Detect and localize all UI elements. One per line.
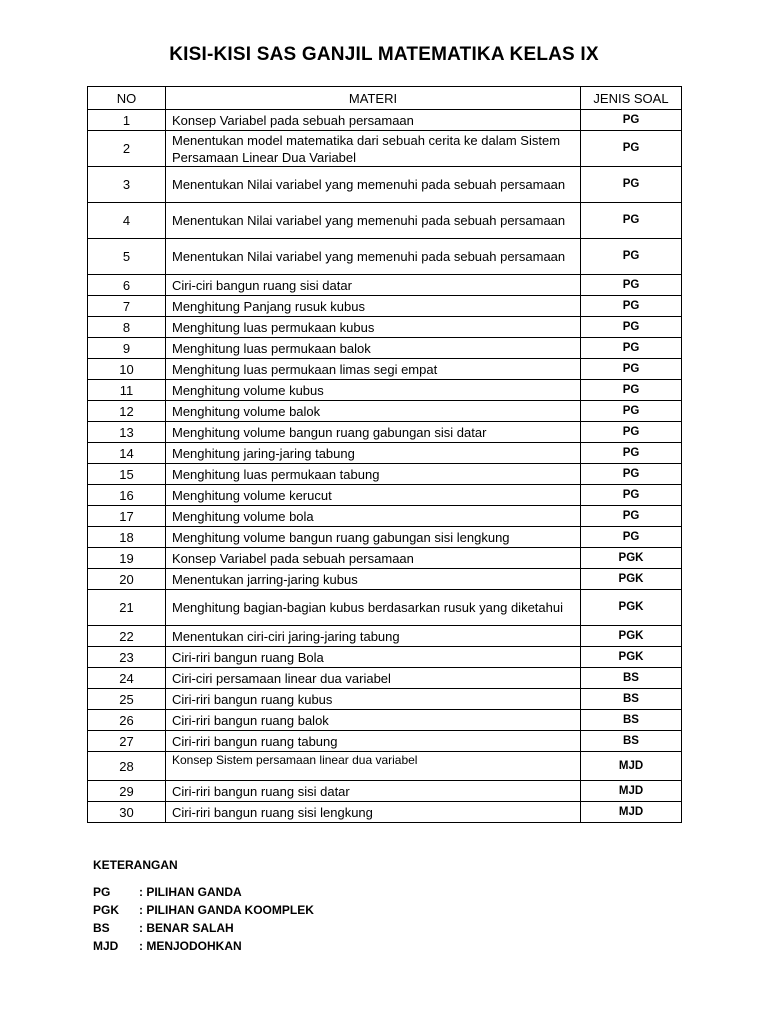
row-materi: Menentukan jarring-jaring kubus xyxy=(166,569,581,590)
row-jenis-soal: BS xyxy=(581,689,682,710)
row-jenis-soal: PG xyxy=(581,203,682,239)
table-row xyxy=(88,296,682,317)
row-jenis-soal: MJD xyxy=(581,752,682,781)
row-jenis-soal: PG xyxy=(581,422,682,443)
row-jenis-soal: PGK xyxy=(581,626,682,647)
row-materi: Ciri-riri bangun ruang balok xyxy=(166,710,581,731)
row-number: 20 xyxy=(88,569,166,590)
legend-title: KETERANGAN xyxy=(93,858,178,872)
row-materi: Konsep Sistem persamaan linear dua variabel xyxy=(166,752,581,781)
row-number: 9 xyxy=(88,338,166,359)
table-row xyxy=(88,110,682,131)
legend-desc: : PILIHAN GANDA KOOMPLEK xyxy=(139,903,314,917)
header-jenis-soal: JENIS SOAL xyxy=(581,87,682,110)
row-materi: Konsep Variabel pada sebuah persamaan xyxy=(166,548,581,569)
row-materi: Ciri-riri bangun ruang Bola xyxy=(166,647,581,668)
legend-item xyxy=(93,921,493,935)
row-materi: Ciri-riri bangun ruang sisi datar xyxy=(166,781,581,802)
row-materi: Menghitung volume bola xyxy=(166,506,581,527)
row-jenis-soal: PG xyxy=(581,275,682,296)
table-row xyxy=(88,548,682,569)
row-number: 15 xyxy=(88,464,166,485)
row-number: 2 xyxy=(88,131,166,167)
row-materi: Ciri-ciri persamaan linear dua variabel xyxy=(166,668,581,689)
legend-item xyxy=(93,885,493,899)
legend-item xyxy=(93,939,493,953)
row-jenis-soal: PG xyxy=(581,131,682,167)
row-materi: Menentukan model matematika dari sebuah cerita ke dalam Sistem Persamaan Linear Dua Variabel xyxy=(166,131,581,167)
table-row xyxy=(88,781,682,802)
row-jenis-soal: PG xyxy=(581,506,682,527)
table-row xyxy=(88,203,682,239)
row-number: 5 xyxy=(88,239,166,275)
row-number: 8 xyxy=(88,317,166,338)
legend-desc: : BENAR SALAH xyxy=(139,921,234,935)
row-number: 14 xyxy=(88,443,166,464)
row-number: 26 xyxy=(88,710,166,731)
row-number: 27 xyxy=(88,731,166,752)
table-row xyxy=(88,731,682,752)
document-title: KISI-KISI SAS GANJIL MATEMATIKA KELAS IX xyxy=(169,44,599,65)
table-row xyxy=(88,131,682,167)
row-jenis-soal: PGK xyxy=(581,647,682,668)
kisi-kisi-table xyxy=(87,86,682,823)
table-row xyxy=(88,464,682,485)
table-row xyxy=(88,710,682,731)
table-body xyxy=(88,110,682,823)
table-row xyxy=(88,506,682,527)
row-number: 30 xyxy=(88,802,166,823)
row-materi: Ciri-riri bangun ruang tabung xyxy=(166,731,581,752)
row-jenis-soal: PG xyxy=(581,359,682,380)
row-number: 24 xyxy=(88,668,166,689)
row-number: 22 xyxy=(88,626,166,647)
table-row xyxy=(88,167,682,203)
table-row xyxy=(88,569,682,590)
row-materi: Menentukan Nilai variabel yang memenuhi pada sebuah persamaan xyxy=(166,203,581,239)
table-row xyxy=(88,401,682,422)
row-number: 12 xyxy=(88,401,166,422)
row-number: 3 xyxy=(88,167,166,203)
row-jenis-soal: PG xyxy=(581,464,682,485)
row-number: 6 xyxy=(88,275,166,296)
row-jenis-soal: PG xyxy=(581,110,682,131)
table-row xyxy=(88,647,682,668)
row-materi: Ciri-ciri bangun ruang sisi datar xyxy=(166,275,581,296)
row-number: 7 xyxy=(88,296,166,317)
table-row xyxy=(88,527,682,548)
row-jenis-soal: MJD xyxy=(581,802,682,823)
table-row xyxy=(88,443,682,464)
row-jenis-soal: PGK xyxy=(581,548,682,569)
table-header-row xyxy=(88,87,682,110)
row-number: 23 xyxy=(88,647,166,668)
legend-item xyxy=(93,903,493,917)
row-materi: Menghitung volume bangun ruang gabungan sisi datar xyxy=(166,422,581,443)
table-row xyxy=(88,802,682,823)
row-number: 10 xyxy=(88,359,166,380)
table-row xyxy=(88,380,682,401)
row-materi: Menentukan Nilai variabel yang memenuhi pada sebuah persamaan xyxy=(166,239,581,275)
row-materi: Menghitung luas permukaan tabung xyxy=(166,464,581,485)
row-number: 4 xyxy=(88,203,166,239)
row-jenis-soal: PGK xyxy=(581,569,682,590)
legend-code: PG xyxy=(93,885,111,899)
row-jenis-soal: PG xyxy=(581,380,682,401)
table-row xyxy=(88,422,682,443)
legend-desc: : PILIHAN GANDA xyxy=(139,885,242,899)
legend-desc: : MENJODOHKAN xyxy=(139,939,242,953)
header-no: NO xyxy=(88,87,166,110)
row-jenis-soal: BS xyxy=(581,668,682,689)
table-row xyxy=(88,338,682,359)
row-materi: Menghitung volume kubus xyxy=(166,380,581,401)
row-number: 25 xyxy=(88,689,166,710)
row-materi: Ciri-riri bangun ruang sisi lengkung xyxy=(166,802,581,823)
row-materi: Konsep Variabel pada sebuah persamaan xyxy=(166,110,581,131)
row-materi: Menghitung luas permukaan kubus xyxy=(166,317,581,338)
row-jenis-soal: PG xyxy=(581,296,682,317)
legend-code: PGK xyxy=(93,903,120,917)
header-materi: MATERI xyxy=(166,87,581,110)
row-jenis-soal: PG xyxy=(581,167,682,203)
row-number: 21 xyxy=(88,590,166,626)
table-row xyxy=(88,359,682,380)
row-materi: Menentukan Nilai variabel yang memenuhi pada sebuah persamaan xyxy=(166,167,581,203)
table-row xyxy=(88,752,682,781)
row-number: 19 xyxy=(88,548,166,569)
table-row xyxy=(88,239,682,275)
table-row xyxy=(88,275,682,296)
row-number: 11 xyxy=(88,380,166,401)
row-jenis-soal: PG xyxy=(581,239,682,275)
row-materi: Menghitung luas permukaan balok xyxy=(166,338,581,359)
row-materi: Menghitung volume balok xyxy=(166,401,581,422)
row-jenis-soal: PGK xyxy=(581,590,682,626)
row-number: 29 xyxy=(88,781,166,802)
row-jenis-soal: PG xyxy=(581,401,682,422)
table-row xyxy=(88,689,682,710)
row-number: 16 xyxy=(88,485,166,506)
row-jenis-soal: MJD xyxy=(581,781,682,802)
row-number: 17 xyxy=(88,506,166,527)
row-jenis-soal: BS xyxy=(581,731,682,752)
row-jenis-soal: PG xyxy=(581,485,682,506)
table-row xyxy=(88,317,682,338)
row-materi: Menghitung jaring-jaring tabung xyxy=(166,443,581,464)
row-number: 28 xyxy=(88,752,166,781)
table-row xyxy=(88,668,682,689)
row-materi: Menghitung luas permukaan limas segi empat xyxy=(166,359,581,380)
row-number: 18 xyxy=(88,527,166,548)
row-materi: Menghitung bagian-bagian kubus berdasarkan rusuk yang diketahui xyxy=(166,590,581,626)
table-row xyxy=(88,626,682,647)
row-materi: Menentukan ciri-ciri jaring-jaring tabung xyxy=(166,626,581,647)
row-jenis-soal: PG xyxy=(581,527,682,548)
row-number: 1 xyxy=(88,110,166,131)
legend-code: BS xyxy=(93,921,110,935)
row-materi: Ciri-riri bangun ruang kubus xyxy=(166,689,581,710)
row-materi: Menghitung Panjang rusuk kubus xyxy=(166,296,581,317)
row-materi: Menghitung volume bangun ruang gabungan sisi lengkung xyxy=(166,527,581,548)
row-materi: Menghitung volume kerucut xyxy=(166,485,581,506)
legend-code: MJD xyxy=(93,939,119,953)
row-jenis-soal: PG xyxy=(581,443,682,464)
table-row xyxy=(88,590,682,626)
row-jenis-soal: PG xyxy=(581,338,682,359)
row-jenis-soal: PG xyxy=(581,317,682,338)
row-jenis-soal: BS xyxy=(581,710,682,731)
row-number: 13 xyxy=(88,422,166,443)
table-row xyxy=(88,485,682,506)
